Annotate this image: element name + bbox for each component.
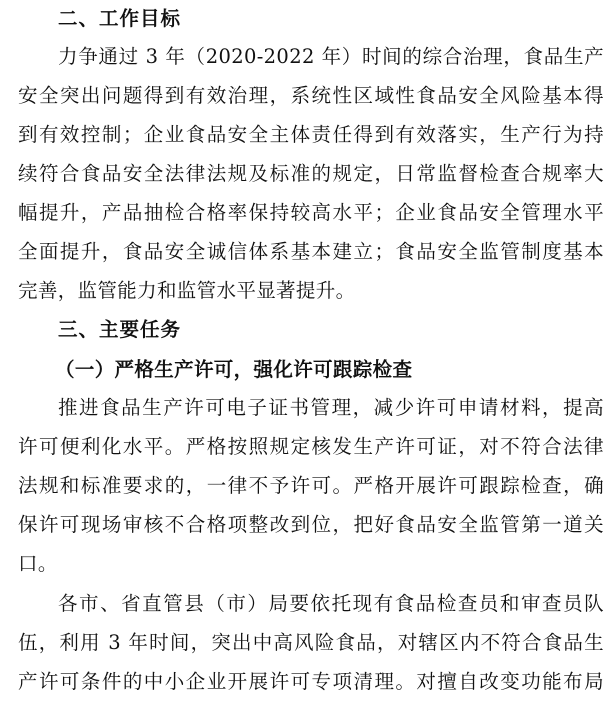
paragraph-line: 口。	[18, 552, 58, 575]
paragraph-line: 安全突出问题得到有效治理，系统性区域性食品安全风险基本得	[18, 84, 604, 107]
paragraph-line: 力争通过 3 年（2020-2022 年）时间的综合治理，食品生产	[58, 45, 604, 68]
paragraph-line: 到有效控制；企业食品安全主体责任得到有效落实，生产行为持	[18, 123, 604, 146]
subsection-heading: （一）严格生产许可，强化许可跟踪检查	[55, 358, 413, 381]
paragraph-line: 推进食品生产许可电子证书管理，减少许可申请材料，提高	[58, 396, 604, 419]
paragraph-line: 保许可现场审核不合格项整改到位，把好食品安全监管第一道关	[18, 513, 604, 536]
paragraph-line: 许可便利化水平。严格按照规定核发生产许可证，对不符合法律	[18, 435, 604, 458]
paragraph-line: 全面提升，食品安全诚信体系基本建立；食品安全监管制度基本	[18, 240, 604, 263]
paragraph-line: 法规和标准要求的，一律不予许可。严格开展许可跟踪检查，确	[18, 474, 604, 497]
paragraph-line: 产许可条件的中小企业开展许可专项清理。对擅自改变功能布局	[18, 670, 604, 693]
paragraph-line: 完善，监管能力和监管水平显著提升。	[18, 279, 356, 302]
paragraph-line: 幅提升，产品抽检合格率保持较高水平；企业食品安全管理水平	[18, 201, 604, 224]
paragraph-line: 各市、省直管县（市）局要依托现有食品检查员和审查员队	[58, 592, 604, 615]
section-heading-work-goals: 二、工作目标	[58, 7, 182, 30]
section-heading-main-tasks: 三、主要任务	[58, 318, 182, 341]
paragraph-line: 续符合食品安全法律法规及标准的规定，日常监督检查合规率大	[18, 162, 604, 185]
paragraph-line: 伍，利用 3 年时间，突出中高风险食品，对辖区内不符合食品生	[18, 631, 604, 654]
